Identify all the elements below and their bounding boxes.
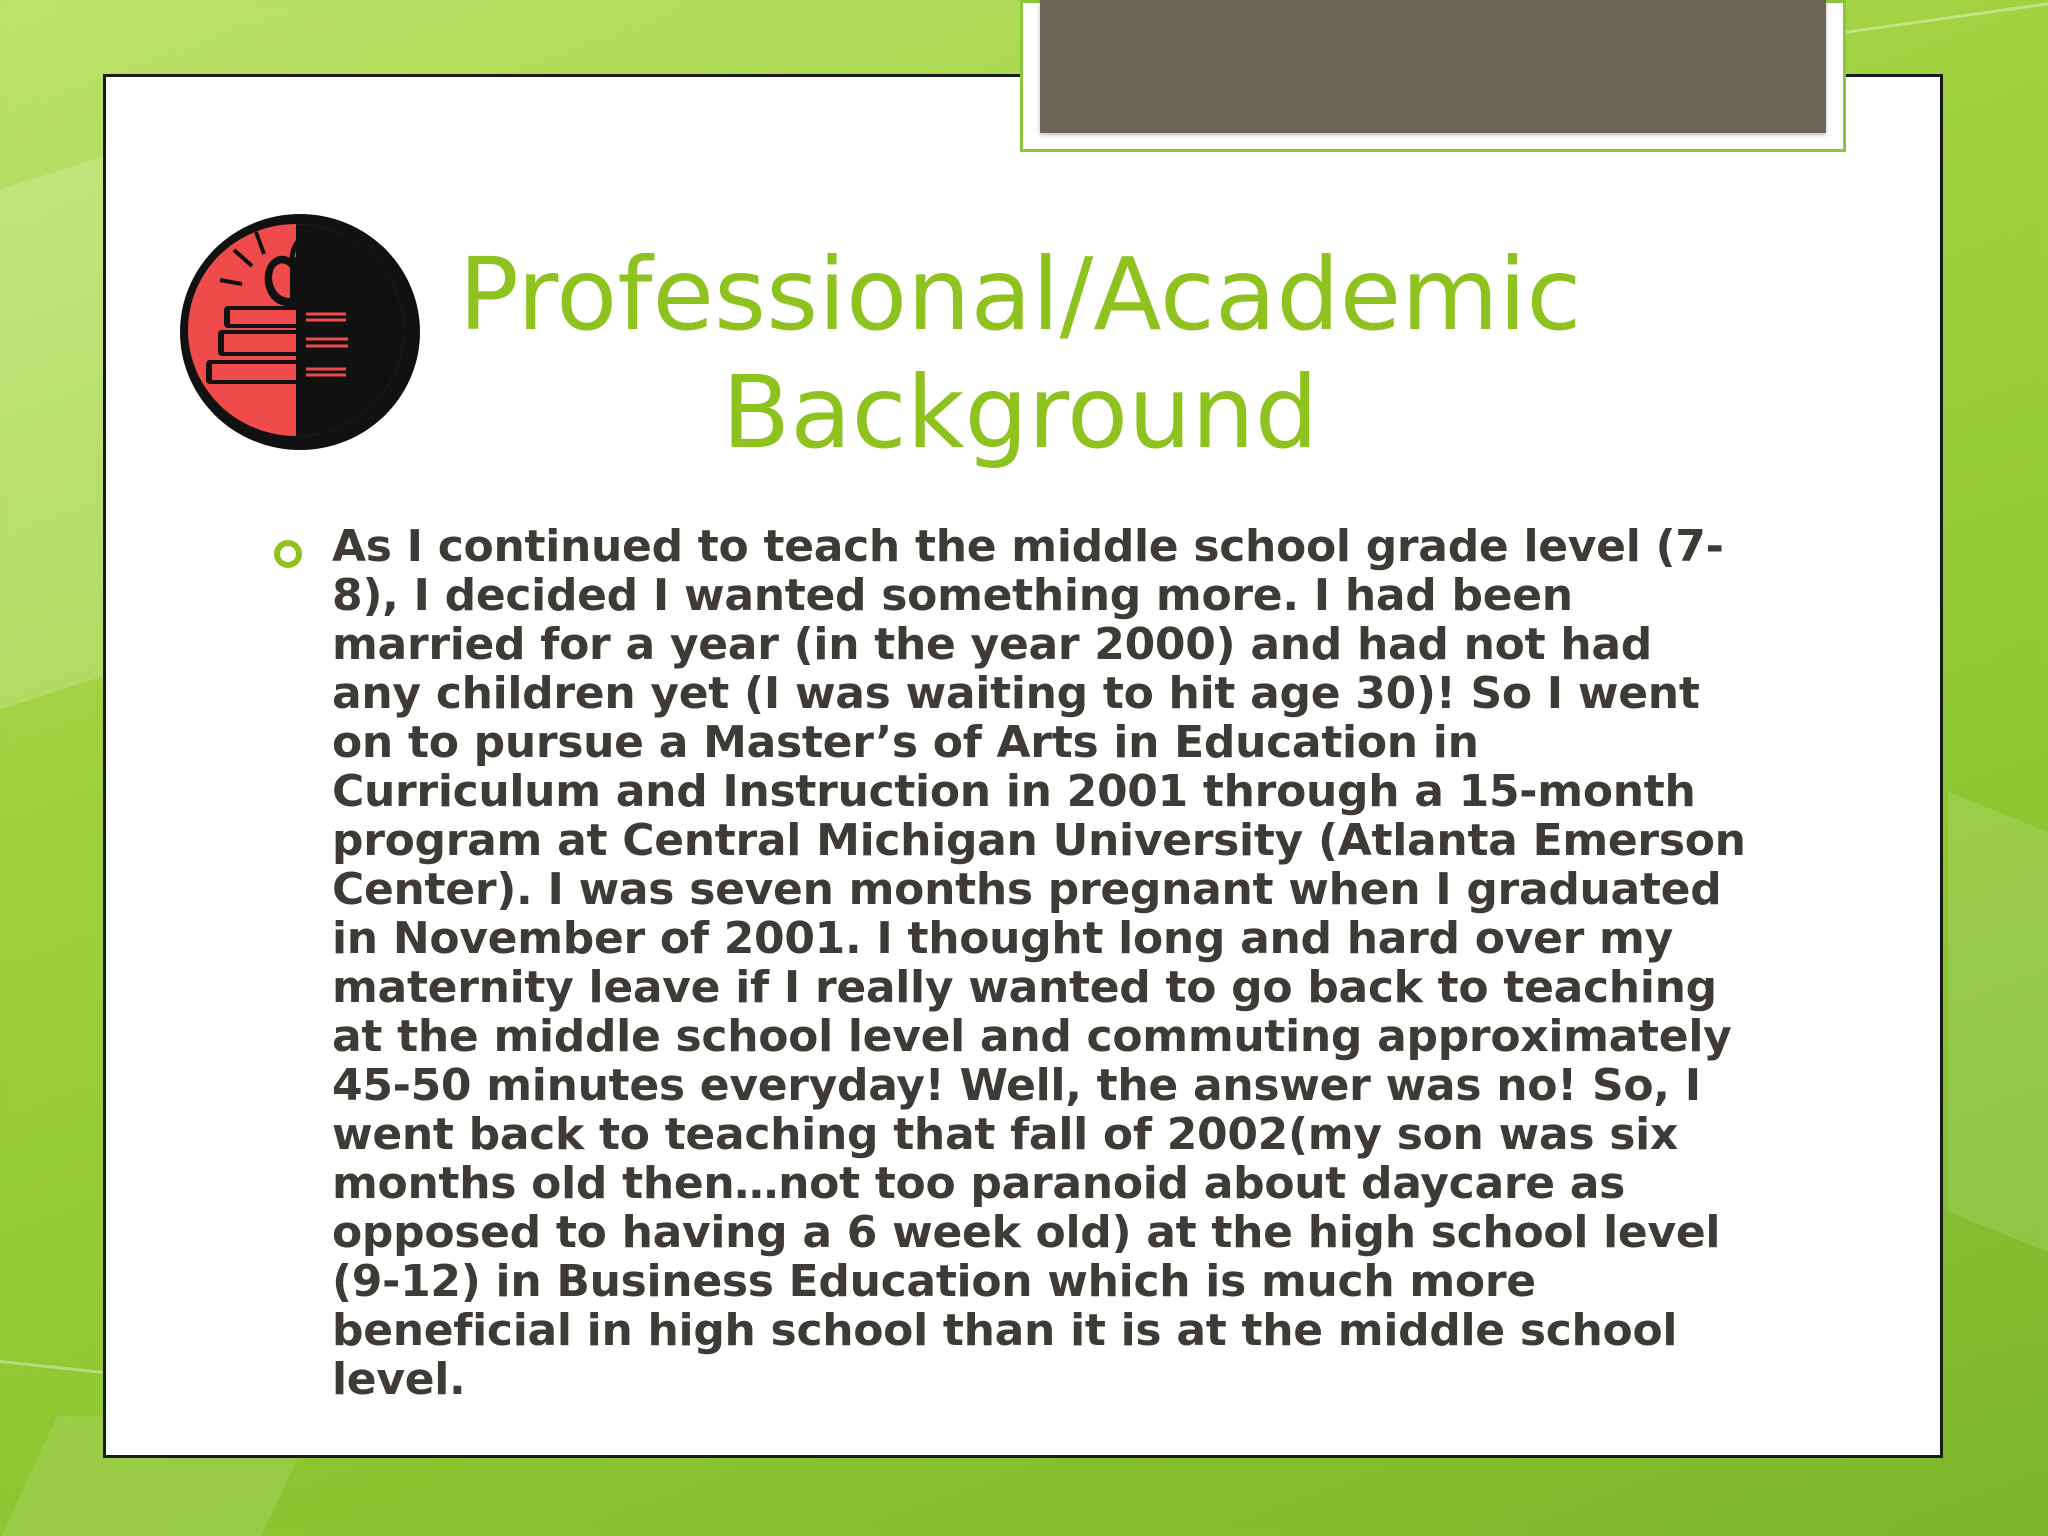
bullet-circle-icon — [274, 540, 302, 568]
apple-books-clipart-icon — [176, 210, 424, 454]
background-shape — [1948, 792, 2048, 1269]
title-bar — [1040, 0, 1826, 133]
bullet-text: As I continued to teach the middle school grade level (7-8), I decided I wanted something more. I had been married for a year (in the year 2000) and had not had any children yet (I was waiting to hit age 30)! So I went on to pursue a Master’s of Arts in Education in Curriculum and Instruction in 2001 through a 15-month program at Central Michigan University (Atlanta Emerson Center). I was seven months pregnant when I graduated in November of 2001. I thought long and hard over my maternity leave if I really wanted to go back to teaching at the middle school level and commuting approximately 45-50 minutes everyday! Well, the answer was no! So, I went back to teaching that fall of 2002(my son was six months old then…not too paranoid about daycare as opposed to having a 6 week old) at the high school level (9-12) in Business Education which is much more beneficial in high school than it is at the middle school level. — [332, 521, 1746, 1405]
slide-title: Professional/Academic Background — [458, 236, 1582, 471]
list-item — [270, 522, 1750, 1404]
background-shape — [0, 151, 120, 729]
bullet-list — [270, 522, 1750, 1404]
